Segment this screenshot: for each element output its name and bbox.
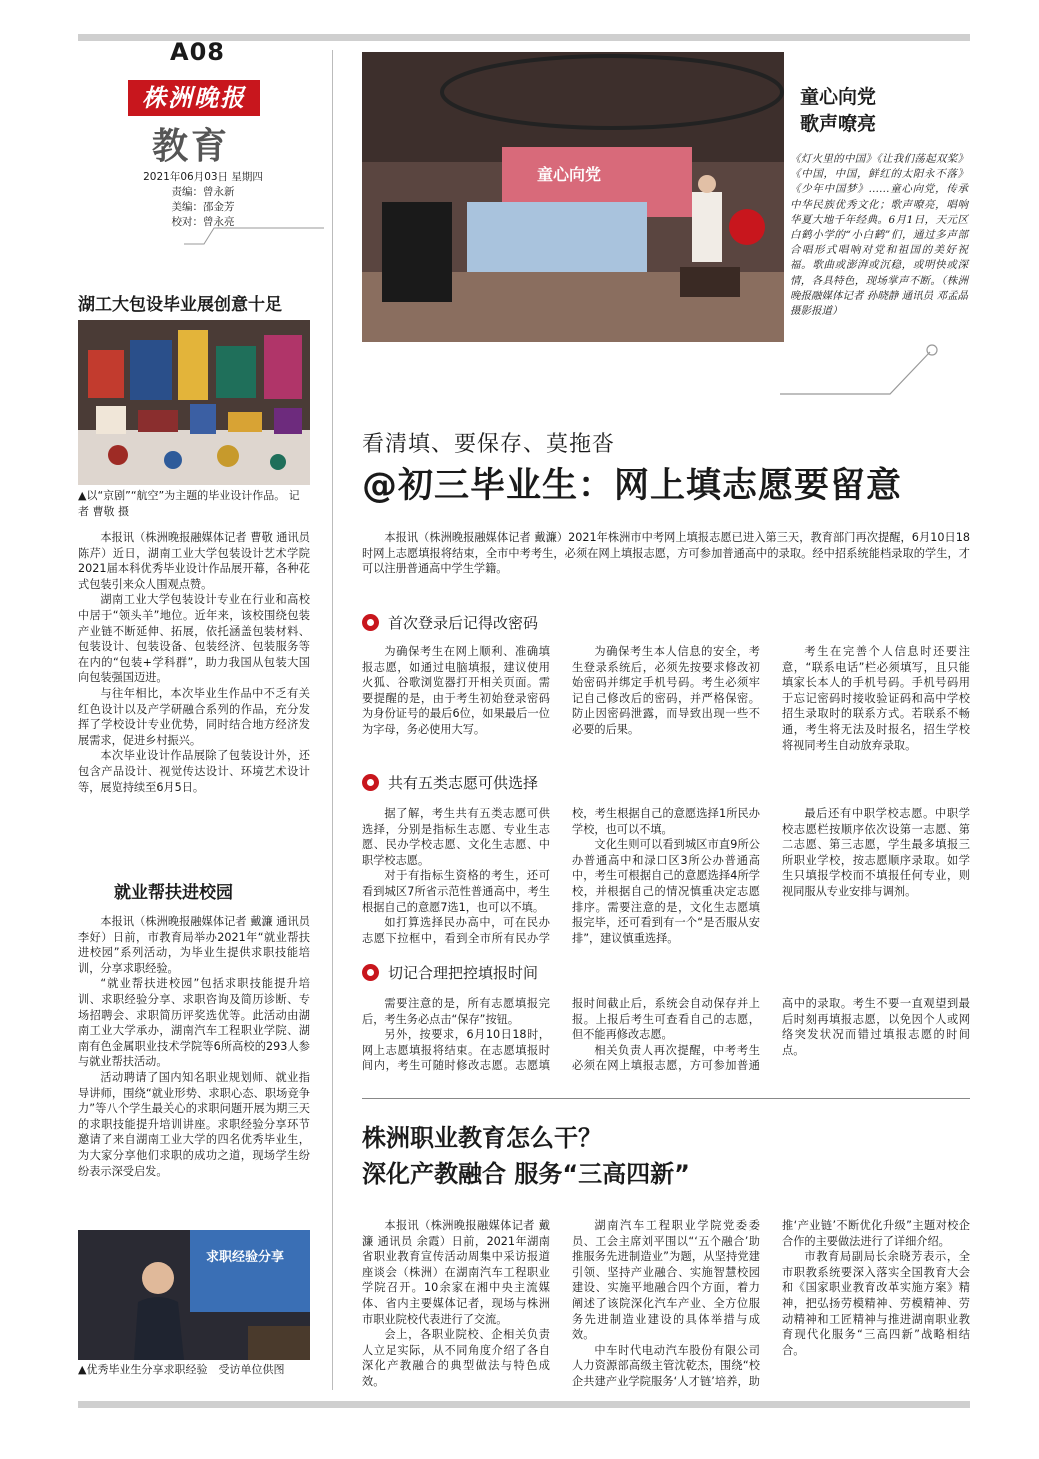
issue-date: 2021年06月03日 星期四 xyxy=(143,171,263,183)
main-lead xyxy=(362,530,970,577)
bottom-body xyxy=(362,1218,970,1390)
speaker-photo xyxy=(78,1230,310,1360)
paragraph: 考生在完善个人信息时还要注意，“联系电话”栏必须填写，且只能填家长本人的手机号码。手机号码用于忘记密码时接收验证码和高中学校招生录取时的联系方式。若联系不畅通，考生将无法及时报名，招生学校将视同考生自动放弃录取。 xyxy=(782,645,970,752)
proofreader: 校对：曾永亮 xyxy=(171,216,235,228)
left-story2-caption: ▲优秀毕业生分享求职经验 受访单位供图 xyxy=(78,1363,285,1376)
bottom-rule xyxy=(78,1401,970,1408)
left-story2-body xyxy=(78,914,310,1179)
section-body-2 xyxy=(362,806,970,954)
title-line: 童心向党 xyxy=(800,86,877,108)
paragraph: 与往年相比，本次毕业生作品中不乏有关红色设计以及产学研融合系列的作品，充分发挥了学校设计专业优势，同时结合地方经济发展需求，促进乡村振兴。 xyxy=(78,686,310,747)
title-line: 歌声嘹亮 xyxy=(800,113,877,135)
page-number: A08 xyxy=(170,38,225,66)
left-story1-caption: ▲以“京剧”“航空”为主题的毕业设计作品。 记者 曹敬 摄 xyxy=(78,489,300,518)
banner-text: 童心向党 xyxy=(537,165,602,184)
photo-story-text: 《灯火里的中国》《让我们荡起双桨》《中国，中国，鲜红的太阳永不落》《少年中国梦》……童心向党，传承中华民族优秀文化；歌声嘹亮，唱响华夏大地千年经典。6月1日，天元区白鹤小学的“小白鹤”们，通过多声部合唱形式唱响对党和祖国的美好祝福。歌曲或澎湃或沉稳，或明快或深情，各具特色，现场掌声不断。（株洲晚报融媒体记者 孙晓静 通讯员 邓孟晶 摄影报道） xyxy=(790,153,969,318)
paragraph: 为确保考生在网上顺利、准确填报志愿，如通过电脑填报，建议使用火狐、谷歌浏览器打开相关页面。需要提醒的是，由于考生初始登录密码为身份证号的最后6位，如果最后一位为字母，务必使用大写。 xyxy=(362,645,550,736)
column-divider xyxy=(332,50,333,1390)
paragraph: 为确保考生本人信息的安全，考生登录系统后，必须先按要求修改初始密码并绑定手机号码。考生必须牢记自己修改后的密码，并严格保密。防止因密码泄露，而导致出现一些不必要的后果。 xyxy=(572,645,760,736)
paragraph: 活动聘请了国内知名职业规划师、就业指导讲师，围绕“就业形势、求职心态、职场竞争力”等八个学生最关心的求职问题开展为期三天的求职技能提升培训讲座。求职经验分享环节邀请了来自湖南工业大学的四名优秀毕业生，为大家分享他们求职的成功之道，现场学生纷纷表示深受启发。 xyxy=(78,1070,310,1178)
headline-line: 深化产教融合 服务“三高四新” xyxy=(362,1160,690,1188)
main-kicker: 看清填、要保存、莫拖沓 xyxy=(362,432,616,457)
left-story1-body xyxy=(78,530,310,795)
section-heading-2 xyxy=(362,772,538,793)
screen-text: 求职经验分享 xyxy=(206,1250,285,1265)
bullet-icon xyxy=(362,964,379,981)
left-story2-title: 就业帮扶进校园 xyxy=(114,883,233,903)
main-headline: @初三毕业生：网上填志愿要留意 xyxy=(362,466,903,506)
paragraph: 本报讯（株洲晚报融媒体记者 戴濂）2021年株洲市中考网上填报志愿已进入第三天，教育部门再次提醒，6月10日18时网上志愿填报将结束，全市中考考生，必须在网上填报志愿，方可参加普通高中的录取。经中招系统能档录取的学生，才可以注册普通高中学生学籍。 xyxy=(362,531,970,576)
editor: 责编：曾永新 xyxy=(171,186,235,198)
story-separator xyxy=(362,1098,970,1099)
paragraph: 相关负责人再次提醒，中考考生必须在网上填报志愿，方可参加普通高中的录取。考生不要一直观望到最后时刻再填报志愿，以免因个人或网络突发状况而错过填报志愿的时间点。 xyxy=(572,997,970,1073)
newspaper-logo: 株洲晚报 xyxy=(128,80,260,116)
paragraph: 本次毕业设计作品展除了包装设计外，还包含产品设计、视觉传达设计、环境艺术设计等，展览持续至6月5日。 xyxy=(78,749,310,794)
bullet-icon xyxy=(362,774,379,791)
paragraph: 需要注意的是，所有志愿填报完后，考生务必点击“保存”按钮。 xyxy=(362,997,550,1026)
paragraph: 本报讯（株洲晚报融媒体记者 戴濂 通讯员 余霞）日前，2021年湖南省职业教育宣传活动周集中采访报道座谈会（株洲）在湖南汽车工程职业学院召开。10余家在湘中央主流媒体、省内主要媒体记者，现场与株洲市职业院校代表进行了交流。 xyxy=(362,1219,550,1326)
bullet-icon xyxy=(362,614,379,631)
paragraph: 文化生则可以看到城区市直9所公办普通高中和渌口区3所公办普通高中，考生可根据自己的意愿选择4所学校，并根据自己的情况慎重决定志愿排序。需要注意的是，文化生志愿填报完毕，还可看到有一个“是否服从安排”，建议慎重选择。 xyxy=(572,838,760,945)
left-story1-title: 湖工大包设毕业展创意十足 xyxy=(78,295,282,315)
section-heading-text: 共有五类志愿可供选择 xyxy=(388,774,539,792)
paragraph: 据了解，考生共有五类志愿可供选择，分别是指标生志愿、专业生志愿、民办学校志愿、文化生志愿、中职学校志愿。 xyxy=(362,807,550,867)
section-heading-1 xyxy=(362,612,538,633)
photo-story-title xyxy=(800,84,876,138)
paragraph: “就业帮扶进校园”包括求职技能提升培训、求职经验分享、求职咨询及简历诊断、专场招聘会、求职简历评奖选优等。此活动由湖南工业大学承办，湖南汽车工程职业学院、湖南有色金属职业技术学院等6所高校的293人参与就业帮扶活动。 xyxy=(78,977,310,1069)
paragraph: 另外，按要求，6月10日18时，网上志愿填报将结束。在志愿填报时间内，考生可随时修改志愿。志愿填报时间截止后，系统会自动保存并上报。上报后考生可查看自己的志愿，但不能再修改志愿。 xyxy=(362,997,760,1073)
exhibition-photo xyxy=(78,320,310,485)
section-heading-text: 首次登录后记得改密码 xyxy=(388,614,539,632)
paragraph: 市教育局副局长余晓芳表示，全市职教系统要深入落实全国教育大会和《国家职业教育改革实施方案》精神，把弘扬劳模精神、劳模精神、劳动精神和工匠精神与推进湖南职业教育现代化服务“三高四新”战略相结合。 xyxy=(782,1250,970,1357)
paragraph: 会上，各职业院校、企相关负责人立足实际，从不同角度介绍了各自深化产教融合的典型做法与特色成效。 xyxy=(362,1328,550,1388)
paragraph: 中车时代电动汽车股份有限公司人力资源部高级主管沈乾杰，围绕“校企共建产业学院服务‘人才链’培养，助推‘产业链’不断优化升级”主题对校企合作的主要做法进行了详细介绍。 xyxy=(572,1219,970,1388)
section-title: 教育 xyxy=(152,125,231,167)
section-body-1 xyxy=(362,644,970,776)
paragraph: 最后还有中职学校志愿。中职学校志愿栏按顺序依次设第一志愿、第二志愿、第三志愿，学生最多填报三所职业学校，按志愿顺序录取。如学生只填报学校而不填报任何专业，则视同服从专业安排与调剂。 xyxy=(782,807,970,898)
meta-arrow-line xyxy=(184,224,324,246)
paragraph: 如打算选择民办高中，可在民办志愿下拉框中，看到全市所有民办学校，考生根据自己的意愿选择1所民办学校，也可以不填。 xyxy=(362,807,760,945)
photo-arrow-line xyxy=(780,342,950,398)
choir-photo xyxy=(362,52,784,342)
paragraph: 对于有指标生资格的考生，还可看到城区7所省示范性普通高中，考生根据自己的意愿7选1，也可以不填。 xyxy=(362,869,550,914)
paragraph: 湖南汽车工程职业学院党委委员、工会主席刘平围以“‘五个融合’助推服务先进制造业”为题，从坚持党建引领、坚持产业融合、实施智慧校园建设、实施平地融合四个方面，着力阐述了该院深化汽车产业、全方位服务先进制造业建设的具体举措与成效。 xyxy=(572,1219,760,1342)
section-body-3 xyxy=(362,996,970,1080)
page-meta xyxy=(118,170,288,230)
bottom-headline xyxy=(362,1120,690,1192)
headline-line: 株洲职业教育怎么干？ xyxy=(362,1124,602,1152)
paragraph: 本报讯（株洲晚报融媒体记者 戴濂 通讯员 李好）日前，市教育局举办2021年“就业帮扶进校园”系列活动，为毕业生提供求职技能培训，分享求职经验。 xyxy=(78,915,310,975)
paragraph: 本报讯（株洲晚报融媒体记者 曹敬 通讯员 陈芹）近日，湖南工业大学包装设计艺术学院2021届本科优秀毕业设计作品展开幕，各种花式包装引来众人围观点赞。 xyxy=(78,531,310,591)
section-heading-text: 切记合理把控填报时间 xyxy=(388,964,539,982)
paragraph: 湖南工业大学包装设计专业在行业和高校中居于“领头羊”地位。近年来，该校围绕包装产业链不断延伸、拓展，依托涵盖包装材料、包装设计、包装设备、包装经济、包装服务等在内的“包装+学科群”，助力我国从包装大国向包装强国迈进。 xyxy=(78,593,310,685)
designer: 美编：邵金芳 xyxy=(171,201,235,213)
section-heading-3 xyxy=(362,962,538,983)
